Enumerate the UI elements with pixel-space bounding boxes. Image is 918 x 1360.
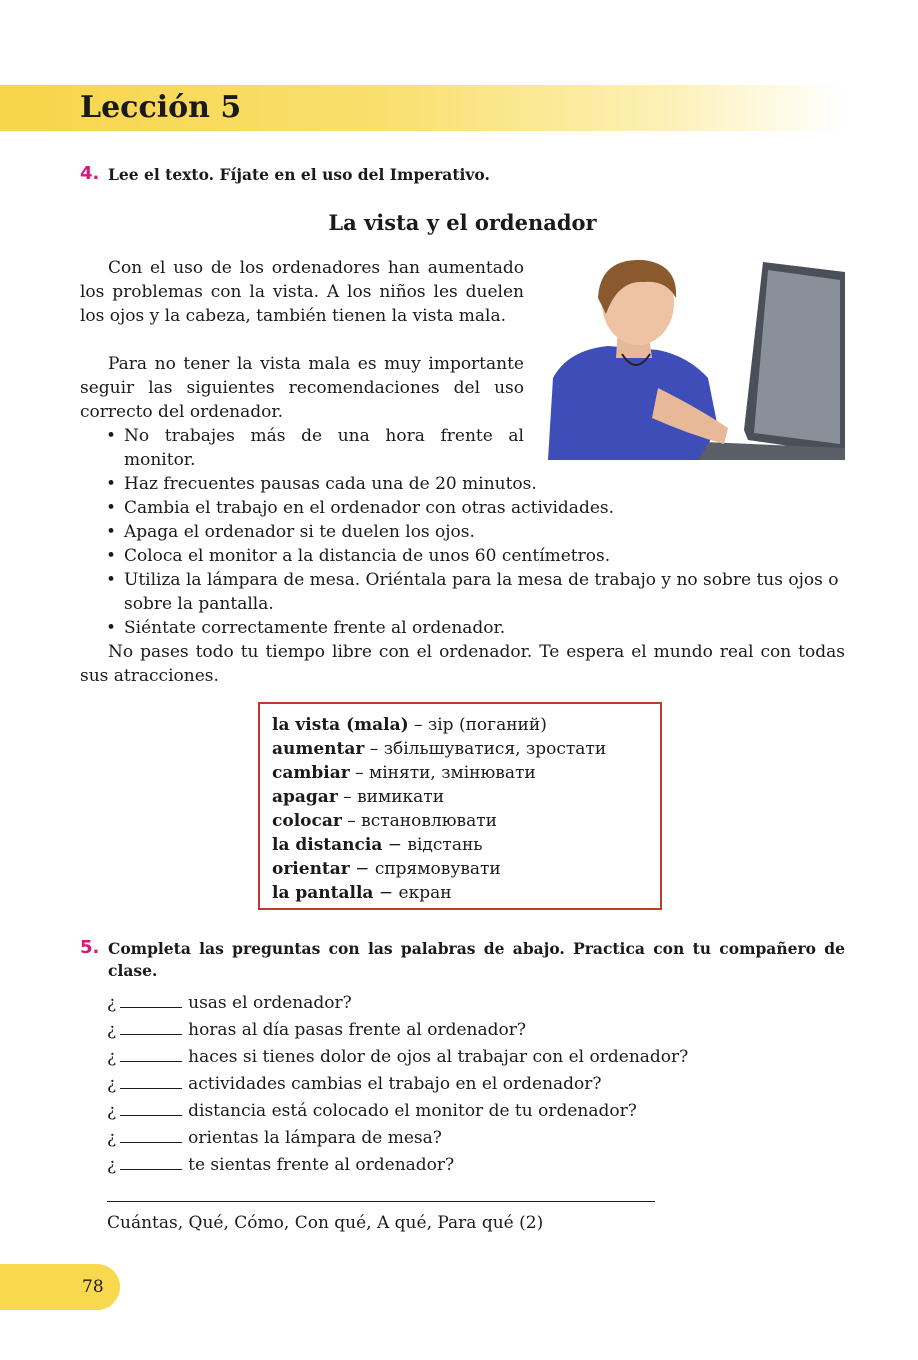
answer-blank[interactable]: [120, 1128, 182, 1143]
text-title: La vista y el ordenador: [328, 210, 597, 235]
list-item: • Cambia el trabajo en el ordenador con otras actividades.: [106, 496, 845, 520]
vocab-item: la distancia − відстань: [272, 835, 483, 855]
list-item: • Utiliza la lámpara de mesa. Oriéntala para la mesa de trabajo y no sobre tus ojos o sobre la pantalla.: [106, 568, 845, 616]
list-item: • Coloca el monitor a la distancia de unos 60 centímetros.: [106, 544, 845, 568]
questions-list: [107, 990, 688, 1179]
list-item: • Haz frecuentes pausas cada una de 20 minutos.: [106, 472, 845, 496]
answer-blank[interactable]: [120, 993, 182, 1008]
list-item: • Siéntate correctamente frente al ordenador.: [106, 616, 845, 640]
paragraph-1: Con el uso de los ordenadores han aumentado los problemas con la vista. A los niños les duelen los ojos y la cabeza, también tienen la vista mala.: [80, 258, 524, 326]
boy-with-laptop-photo: [548, 258, 845, 460]
answer-blank[interactable]: [120, 1155, 182, 1170]
question-item: ¿ distancia está colocado el monitor de tu ordenador?: [107, 1101, 637, 1121]
question-item: ¿ haces si tienes dolor de ojos al trabajar con el ordenador?: [107, 1047, 689, 1067]
exercise-4-instruction: Lee el texto. Fíjate en el uso del Imperativo.: [108, 165, 490, 184]
paragraph-2: Para no tener la vista mala es muy importante seguir las siguientes recomendaciones del uso correcto del ordenador.: [80, 354, 524, 422]
vocab-item: apagar – вимикати: [272, 787, 445, 807]
exercise-4-number: 4.: [80, 163, 100, 184]
vocab-item: la vista (mala) – зір (поганий): [272, 715, 547, 735]
exercise-5-instruction: Completa las preguntas con las palabras de abajo. Practica con tu compañero de clase.: [108, 939, 845, 980]
word-bank: Cuántas, Qué, Cómo, Con qué, A qué, Para qué (2): [107, 1213, 544, 1233]
vocab-item: la pantalla − екран: [272, 883, 452, 903]
lesson-title: Lección 5: [80, 90, 242, 125]
answer-blank[interactable]: [120, 1074, 182, 1089]
list-item: • Apaga el ordenador si te duelen los ojos.: [106, 520, 845, 544]
question-item: ¿ actividades cambias el trabajo en el ordenador?: [107, 1074, 602, 1094]
list-item: • No trabajes más de una hora frente al monitor.: [106, 424, 524, 472]
answer-blank[interactable]: [120, 1020, 182, 1035]
question-item: ¿ usas el ordenador?: [107, 993, 352, 1013]
vocab-item: cambiar – міняти, змінювати: [272, 763, 536, 783]
closing-paragraph: No pases todo tu tiempo libre con el ordenador. Te espera el mundo real con todas sus atracciones.: [80, 642, 845, 686]
page-number: 78: [82, 1277, 104, 1297]
vocab-item: colocar – встановлювати: [272, 811, 497, 831]
answer-blank[interactable]: [120, 1101, 182, 1116]
vocab-item: aumentar – збільшуватися, зростати: [272, 739, 607, 759]
answer-blank[interactable]: [120, 1047, 182, 1062]
question-item: ¿ te sientas frente al ordenador?: [107, 1155, 455, 1175]
exercise-5-number: 5.: [80, 937, 100, 958]
question-item: ¿ horas al día pasas frente al ordenador?: [107, 1020, 526, 1040]
vocabulary-box: [258, 702, 662, 910]
question-item: ¿ orientas la lámpara de mesa?: [107, 1128, 442, 1148]
word-bank-divider: [107, 1201, 655, 1202]
vocab-item: orientar − спрямовувати: [272, 859, 501, 879]
